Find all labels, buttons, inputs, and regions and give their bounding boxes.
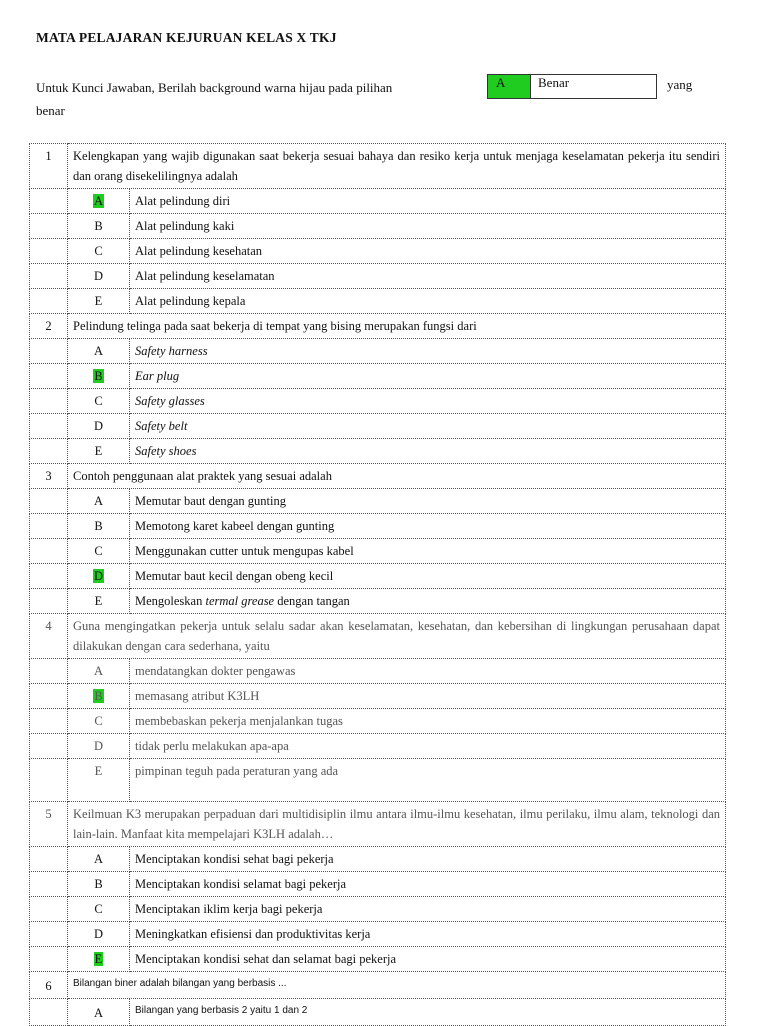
option-letter-cell	[68, 684, 130, 709]
option-text: Alat pelindung keselamatan	[130, 264, 726, 289]
option-row	[30, 389, 726, 414]
option-row	[30, 922, 726, 947]
question-number: 2	[30, 314, 68, 339]
option-text: Alat pelindung kesehatan	[130, 239, 726, 264]
option-letter: C	[94, 902, 103, 916]
option-letter: C	[94, 544, 103, 558]
key-word: Benar	[538, 75, 570, 90]
option-letter-cell	[68, 999, 130, 1026]
question-number: 5	[30, 802, 68, 847]
option-letter-cell	[68, 922, 130, 947]
spacer-cell	[30, 564, 68, 589]
question-number: 3	[30, 464, 68, 489]
option-letter-cell	[68, 947, 130, 972]
option-row	[30, 539, 726, 564]
option-text: Safety belt	[130, 414, 726, 439]
option-row	[30, 414, 726, 439]
spacer-cell	[30, 339, 68, 364]
option-text: Alat pelindung diri	[130, 189, 726, 214]
option-letter-cell	[68, 709, 130, 734]
option-letter: D	[93, 269, 104, 283]
instruction-text	[36, 76, 476, 122]
option-letter-cell	[68, 389, 130, 414]
option-row	[30, 214, 726, 239]
option-row	[30, 734, 726, 759]
option-letter-cell	[68, 439, 130, 464]
option-letter-cell	[68, 847, 130, 872]
option-letter-cell	[68, 734, 130, 759]
option-text: Bilangan yang berbasis 2 yaitu 1 dan 2	[130, 999, 726, 1026]
question-row	[30, 972, 726, 999]
option-text: Menciptakan kondisi sehat bagi pekerja	[130, 847, 726, 872]
option-letter-correct: E	[94, 952, 103, 966]
option-text: Meningkatkan efisiensi dan produktivitas kerja	[130, 922, 726, 947]
option-letter: C	[94, 714, 103, 728]
option-letter-cell	[68, 414, 130, 439]
option-text: memasang atribut K3LH	[130, 684, 726, 709]
option-row	[30, 947, 726, 972]
answer-key-example	[487, 74, 657, 99]
option-row	[30, 564, 726, 589]
option-letter: A	[93, 344, 104, 358]
spacer-cell	[30, 709, 68, 734]
option-letter-cell	[68, 539, 130, 564]
option-letter: E	[94, 594, 103, 608]
option-letter: A	[93, 664, 104, 678]
question-text: Contoh penggunaan alat praktek yang sesuai adalah	[68, 464, 726, 489]
question-text: Bilangan biner adalah bilangan yang berbasis ...	[68, 972, 726, 999]
option-letter-cell	[68, 564, 130, 589]
option-letter: E	[94, 294, 103, 308]
question-number: 4	[30, 614, 68, 659]
question-text: Pelindung telinga pada saat bekerja di tempat yang bising merupakan fungsi dari	[68, 314, 726, 339]
option-text: Safety shoes	[130, 439, 726, 464]
option-letter: D	[93, 739, 104, 753]
option-row	[30, 289, 726, 314]
option-letter-cell	[68, 339, 130, 364]
option-text-part: dengan tangan	[274, 594, 350, 608]
key-letter: A	[488, 75, 531, 98]
question-text: Keilmuan K3 merupakan perpaduan dari multidisiplin ilmu antara ilmu-ilmu kesehatan, ilmu perilaku, ilmu alam, teknologi dan lain-lain. Manfaat kita mempelajari K3LH adalah…	[68, 802, 726, 847]
question-number: 6	[30, 972, 68, 999]
spacer-cell	[30, 439, 68, 464]
spacer-cell	[30, 264, 68, 289]
option-letter: A	[93, 852, 104, 866]
option-letter-correct: D	[93, 569, 104, 583]
option-letter-cell	[68, 264, 130, 289]
question-text: Kelengkapan yang wajib digunakan saat bekerja sesuai bahaya dan resiko kerja untuk menjaga keselamatan pekerja itu sendiri dan orang disekelilingnya adalah	[68, 144, 726, 189]
spacer-cell	[30, 389, 68, 414]
option-text: mendatangkan dokter pengawas	[130, 659, 726, 684]
question-row	[30, 464, 726, 489]
option-text-italic: termal grease	[205, 594, 275, 608]
option-letter: B	[94, 877, 103, 891]
option-text: Alat pelindung kepala	[130, 289, 726, 314]
spacer-cell	[30, 414, 68, 439]
option-row	[30, 514, 726, 539]
option-letter-cell	[68, 289, 130, 314]
option-letter-cell	[68, 659, 130, 684]
option-text: Safety glasses	[130, 389, 726, 414]
option-text: Memotong karet kabeel dengan gunting	[130, 514, 726, 539]
option-letter: E	[94, 444, 103, 458]
option-row	[30, 264, 726, 289]
spacer-cell	[30, 734, 68, 759]
option-row	[30, 364, 726, 389]
option-letter-cell	[68, 239, 130, 264]
option-letter-cell	[68, 897, 130, 922]
question-row	[30, 314, 726, 339]
option-row	[30, 999, 726, 1026]
spacer-cell	[30, 539, 68, 564]
spacer-cell	[30, 922, 68, 947]
option-text: tidak perlu melakukan apa-apa	[130, 734, 726, 759]
instruction-end: benar	[36, 103, 65, 118]
option-row	[30, 439, 726, 464]
option-text: Menciptakan kondisi selamat bagi pekerja	[130, 872, 726, 897]
option-letter-correct: B	[94, 369, 103, 383]
option-row	[30, 872, 726, 897]
option-text	[130, 589, 726, 614]
option-letter-cell	[68, 589, 130, 614]
spacer-cell	[30, 947, 68, 972]
option-text: Alat pelindung kaki	[130, 214, 726, 239]
option-text: Menciptakan iklim kerja bagi pekerja	[130, 897, 726, 922]
option-text: Memutar baut dengan gunting	[130, 489, 726, 514]
question-number: 1	[30, 144, 68, 189]
spacer-cell	[30, 872, 68, 897]
spacer-cell	[30, 239, 68, 264]
option-text-part: Mengoleskan	[135, 594, 206, 608]
spacer-cell	[30, 189, 68, 214]
spacer-cell	[30, 514, 68, 539]
quiz-table	[29, 143, 726, 1026]
spacer-cell	[30, 489, 68, 514]
option-letter-cell	[68, 489, 130, 514]
option-row	[30, 684, 726, 709]
option-letter: A	[93, 1006, 104, 1020]
option-text: pimpinan teguh pada peraturan yang ada	[130, 759, 726, 802]
spacer-cell	[30, 897, 68, 922]
option-letter-cell	[68, 214, 130, 239]
spacer-cell	[30, 847, 68, 872]
option-row	[30, 339, 726, 364]
spacer-cell	[30, 289, 68, 314]
option-text: Safety harness	[130, 339, 726, 364]
option-letter: B	[94, 219, 103, 233]
question-row	[30, 614, 726, 659]
question-row	[30, 802, 726, 847]
option-letter: C	[94, 244, 103, 258]
instruction-yang: yang	[667, 77, 693, 92]
option-row	[30, 489, 726, 514]
document-title: MATA PELAJARAN KEJURUAN KELAS X TKJ	[36, 30, 337, 45]
option-text: Menggunakan cutter untuk mengupas kabel	[130, 539, 726, 564]
option-row	[30, 897, 726, 922]
option-row	[30, 189, 726, 214]
option-letter: C	[94, 394, 103, 408]
instruction-line: Untuk Kunci Jawaban, Berilah background warna hijau pada pilihan	[36, 80, 393, 95]
option-letter: E	[94, 764, 103, 778]
spacer-cell	[30, 999, 68, 1026]
spacer-cell	[30, 684, 68, 709]
option-letter-correct: A	[93, 194, 104, 208]
question-row	[30, 144, 726, 189]
option-text: Menciptakan kondisi sehat dan selamat bagi pekerja	[130, 947, 726, 972]
option-letter: B	[94, 519, 103, 533]
option-letter: D	[93, 419, 104, 433]
option-letter: A	[93, 494, 104, 508]
spacer-cell	[30, 589, 68, 614]
spacer-cell	[30, 364, 68, 389]
option-row	[30, 759, 726, 802]
option-row	[30, 847, 726, 872]
option-letter-correct: B	[94, 689, 103, 703]
question-text: Guna mengingatkan pekerja untuk selalu sadar akan keselamatan, kesehatan, dan kebersihan di lingkungan perusahaan dapat dilakukan dengan cara sederhana, yaitu	[68, 614, 726, 659]
option-row	[30, 709, 726, 734]
option-letter-cell	[68, 364, 130, 389]
option-letter: D	[93, 927, 104, 941]
option-row	[30, 659, 726, 684]
option-text: Memutar baut kecil dengan obeng kecil	[130, 564, 726, 589]
option-row	[30, 239, 726, 264]
spacer-cell	[30, 214, 68, 239]
option-text: Ear plug	[130, 364, 726, 389]
option-letter-cell	[68, 759, 130, 802]
option-letter-cell	[68, 189, 130, 214]
spacer-cell	[30, 659, 68, 684]
option-letter-cell	[68, 872, 130, 897]
option-text: membebaskan pekerja menjalankan tugas	[130, 709, 726, 734]
option-row	[30, 589, 726, 614]
option-letter-cell	[68, 514, 130, 539]
spacer-cell	[30, 759, 68, 802]
